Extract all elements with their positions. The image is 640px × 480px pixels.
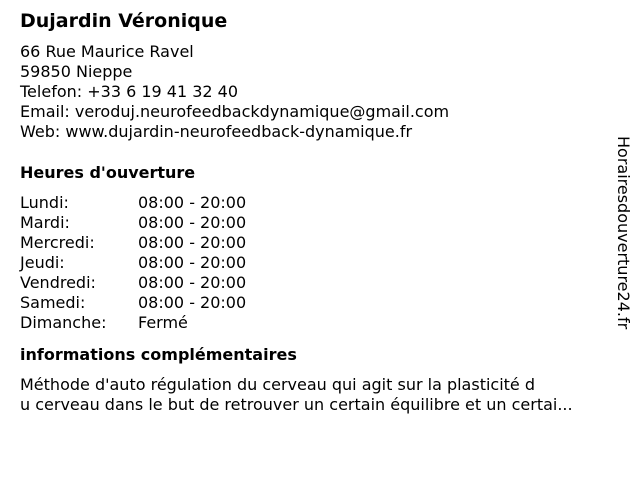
phone-line[interactable]: Telefon: +33 6 19 41 32 40 bbox=[20, 82, 239, 101]
hours-row-monday bbox=[20, 193, 620, 213]
day-hours: Fermé bbox=[138, 313, 188, 332]
day-hours: 08:00 - 20:00 bbox=[138, 253, 247, 272]
day-label: Dimanche: bbox=[20, 313, 107, 332]
web-line[interactable]: Web: www.dujardin-neurofeedback-dynamique.fr bbox=[20, 122, 413, 141]
day-label: Mardi: bbox=[20, 213, 70, 232]
additional-info-line: Méthode d'auto régulation du cerveau qui agit sur la plasticité d bbox=[20, 375, 536, 394]
day-label: Samedi: bbox=[20, 293, 86, 312]
address-street: 66 Rue Maurice Ravel bbox=[20, 42, 194, 61]
opening-hours-title: Heures d'ouverture bbox=[20, 163, 196, 182]
day-label: Mercredi: bbox=[20, 233, 95, 252]
business-card bbox=[20, 8, 620, 415]
day-label: Jeudi: bbox=[20, 253, 65, 272]
hours-row-saturday bbox=[20, 293, 620, 313]
day-hours: 08:00 - 20:00 bbox=[138, 273, 247, 292]
business-name: Dujardin Véronique bbox=[20, 10, 228, 32]
day-hours: 08:00 - 20:00 bbox=[138, 193, 247, 212]
day-hours: 08:00 - 20:00 bbox=[138, 293, 247, 312]
additional-info-line: u cerveau dans le but de retrouver un certain équilibre et un certai... bbox=[20, 395, 573, 414]
hours-row-sunday bbox=[20, 313, 620, 333]
day-label: Lundi: bbox=[20, 193, 69, 212]
contact-block bbox=[20, 42, 620, 142]
email-line[interactable]: Email: veroduj.neurofeedbackdynamique@gmail.com bbox=[20, 102, 450, 121]
opening-hours-table bbox=[20, 193, 620, 333]
hours-row-wednesday bbox=[20, 233, 620, 253]
day-label: Vendredi: bbox=[20, 273, 96, 292]
hours-row-thursday bbox=[20, 253, 620, 273]
hours-row-tuesday bbox=[20, 213, 620, 233]
hours-row-friday bbox=[20, 273, 620, 293]
site-watermark: Horairesdouverture24.fr bbox=[614, 136, 633, 330]
address-city: 59850 Nieppe bbox=[20, 62, 133, 81]
day-hours: 08:00 - 20:00 bbox=[138, 213, 247, 232]
day-hours: 08:00 - 20:00 bbox=[138, 233, 247, 252]
additional-info-text bbox=[20, 375, 620, 415]
additional-info-title: informations complémentaires bbox=[20, 345, 297, 364]
